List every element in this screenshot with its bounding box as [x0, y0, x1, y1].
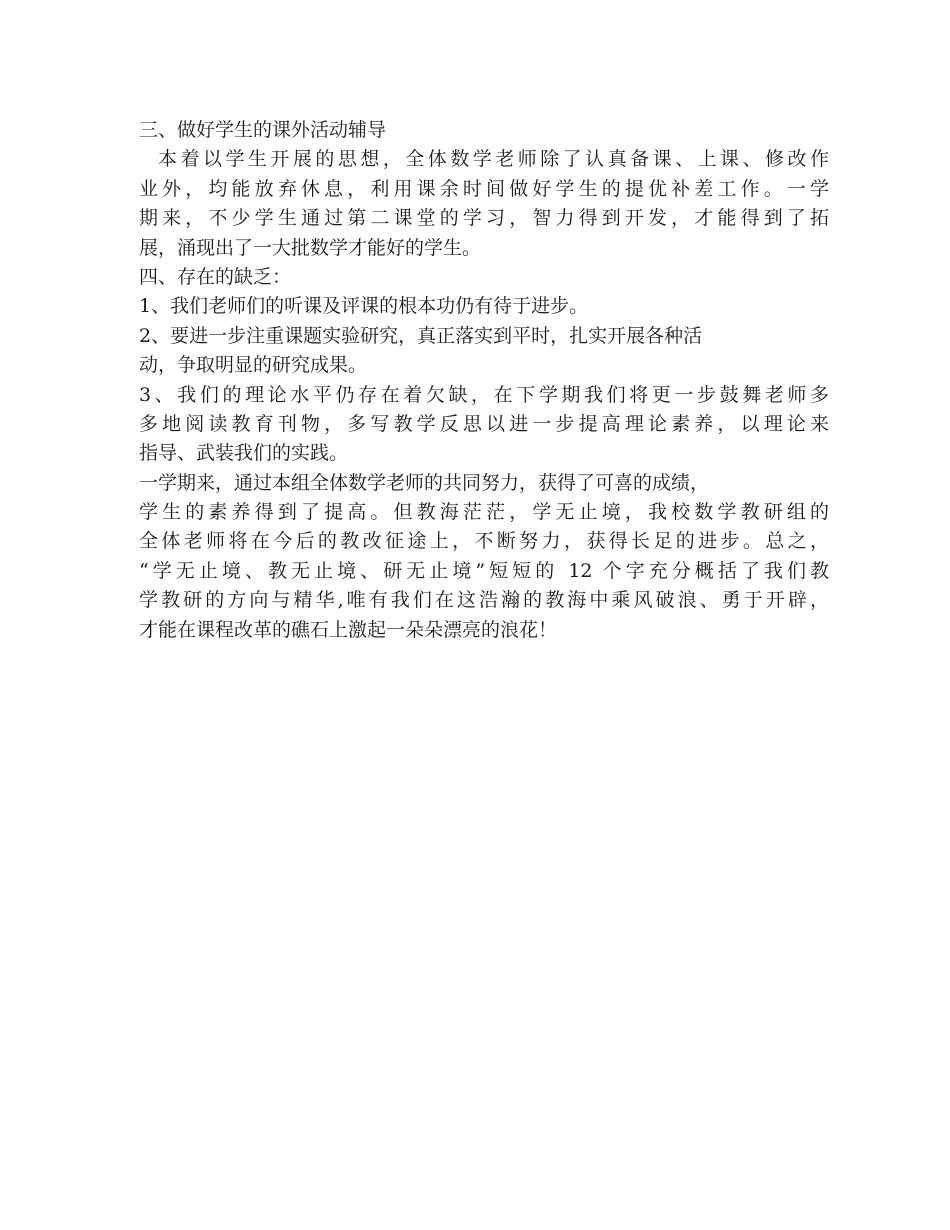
- document-line: 2、要进一步注重课题实验研究，真正落实到平时，扎实开展各种活: [139, 324, 703, 347]
- document-line: 指导、武装我们的实践。: [139, 442, 349, 465]
- document-line: 3、我们的理论水平仍存在着欠缺，在下学期我们将更一步鼓舞老师多: [139, 383, 829, 406]
- document-line: 三、做好学生的课外活动辅导: [139, 119, 387, 141]
- document-line: 学教研的方向与精华,唯有我们在这浩瀚的教海中乘风破浪、勇于开辟，: [139, 589, 829, 612]
- document-line: 一学期来，通过本组全体数学老师的共同努力，获得了可喜的成绩，: [139, 471, 710, 494]
- document-line: 1、我们老师们的听课及评课的根本功仍有待于进步。: [139, 295, 589, 318]
- document-line: 展，涌现出了一大批数学才能好的学生。: [139, 236, 482, 259]
- document-line: 学生的素养得到了提高。但教海茫茫，学无止境，我校数学教研组的: [139, 501, 829, 524]
- document-line: 动，争取明显的研究成果。: [139, 354, 368, 377]
- document-line: 多地阅读教育刊物，多写教学反思以进一步提高理论素养，以理论来: [139, 412, 829, 435]
- document-line: 全体老师将在今后的教改征途上，不断努力，获得长足的进步。总之，: [139, 530, 829, 553]
- document-line: 业外，均能放弃休息，利用课余时间做好学生的提优补差工作。一学: [139, 177, 829, 200]
- document-line: 才能在课程改革的礁石上激起一朵朵漂亮的浪花！: [139, 618, 558, 641]
- document-line: 四、存在的缺乏：: [139, 265, 292, 288]
- document-line: 本着以学生开展的思想，全体数学老师除了认真备课、上课、修改作: [158, 148, 829, 171]
- document-line: “学无止境、教无止境、研无止境”短短的 12 个字充分概括了我们教: [139, 559, 829, 582]
- document-body: [139, 116, 829, 645]
- document-line: 期来，不少学生通过第二课堂的学习，智力得到开发，才能得到了拓: [139, 207, 829, 230]
